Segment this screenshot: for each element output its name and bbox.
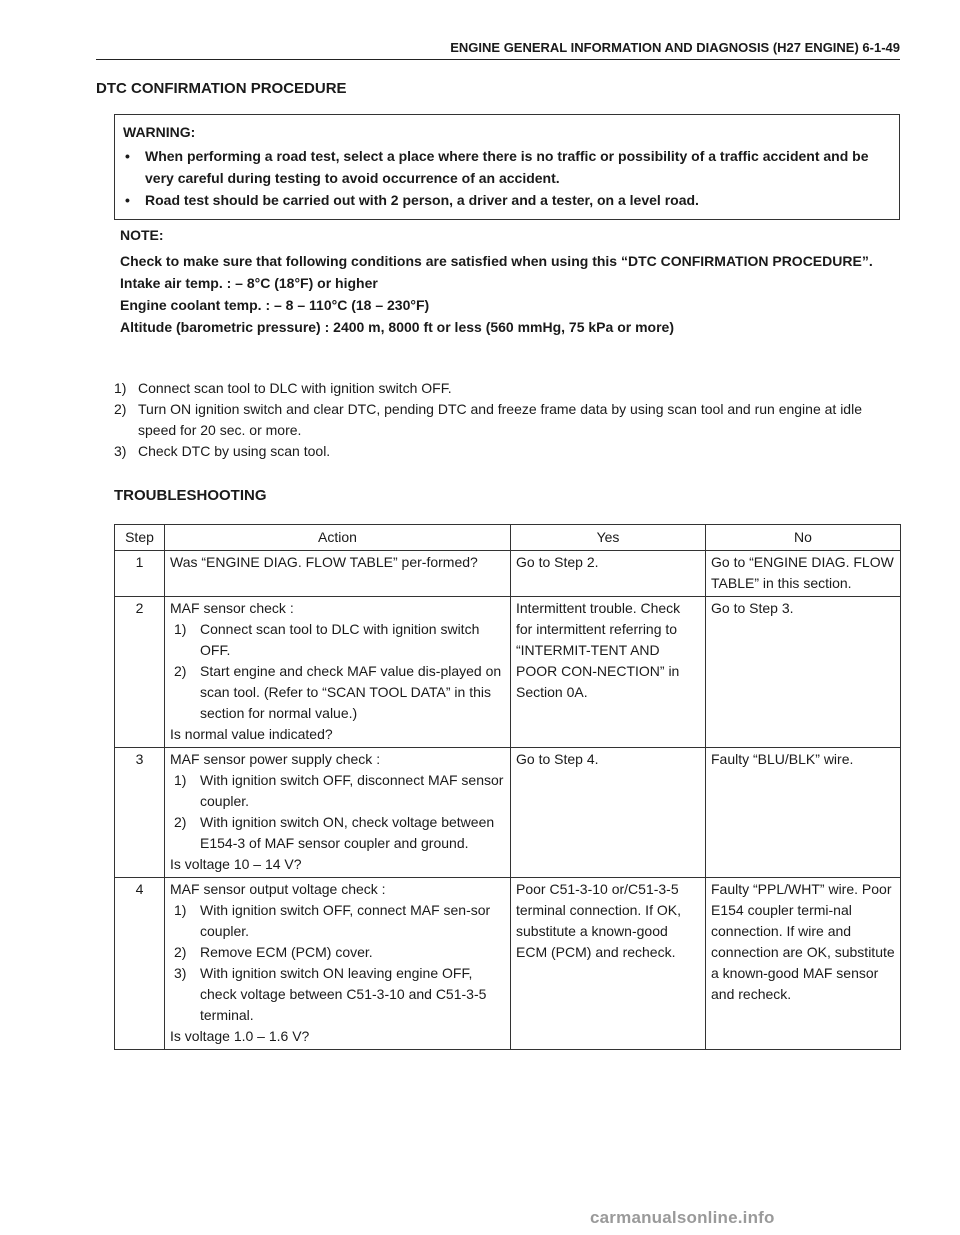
substep-text: Connect scan tool to DLC with ignition switch OFF. [200,621,480,658]
page-header: ENGINE GENERAL INFORMATION AND DIAGNOSIS (H27 ENGINE) 6-1-49 [96,40,900,60]
procedure-list [114,378,900,462]
note-line: Altitude (barometric pressure) : 2400 m, 8000 ft or less (560 mmHg, 75 kPa or more) [120,319,674,335]
no-cell: Go to “ENGINE DIAG. FLOW TABLE” in this section. [706,551,901,597]
note-line: Intake air temp. : – 8°C (18°F) or higher [120,275,378,291]
substep-text: With ignition switch OFF, disconnect MAF sensor coupler. [200,772,504,809]
note-block [120,224,892,338]
action-title: MAF sensor output voltage check : [170,881,386,897]
action-title: MAF sensor check : [170,600,294,616]
header-yes: Yes [511,525,706,551]
yes-cell: Go to Step 4. [511,748,706,878]
action-substep [170,942,505,963]
warning-bullet [123,189,891,211]
procedure-text: Connect scan tool to DLC with ignition switch OFF. [138,380,452,396]
action-title: MAF sensor power supply check : [170,751,381,767]
action-cell [165,597,511,748]
step-cell: 3 [115,748,165,878]
substep-num: 2) [174,814,187,830]
substep-num: 3) [174,965,187,981]
action-question: Is voltage 10 – 14 V? [170,856,302,872]
header-no: No [706,525,901,551]
yes-cell: Intermittent trouble. Check for intermittent referring to “INTERMIT-TENT AND POOR CON-NECTION” in Section 0A. [511,597,706,748]
action-cell [165,878,511,1050]
procedure-num: 1) [114,380,127,396]
substep-text: With ignition switch OFF, connect MAF sen-sor coupler. [200,902,491,939]
substep-text: With ignition switch ON, check voltage between E154-3 of MAF sensor coupler and ground. [200,814,495,851]
action-question: Is voltage 1.0 – 1.6 V? [170,1028,310,1044]
substep-num: 2) [174,663,187,679]
action-cell [165,748,511,878]
step-cell: 1 [115,551,165,597]
bullet-icon: • [125,192,130,208]
section-title: DTC CONFIRMATION PROCEDURE [96,80,347,97]
table-row [115,597,901,748]
action-title: Was “ENGINE DIAG. FLOW TABLE” per-formed? [170,554,478,570]
no-cell: Go to Step 3. [706,597,901,748]
procedure-num: 2) [114,401,127,417]
step-cell: 4 [115,878,165,1050]
troubleshooting-title: TROUBLESHOOTING [114,487,267,504]
substep-num: 1) [174,902,187,918]
procedure-item [114,441,900,462]
watermark-link[interactable]: carmanualsonline.info [590,1208,775,1227]
substep-num: 1) [174,772,187,788]
procedure-item [114,378,900,399]
note-intro: Check to make sure that following conditions are satisfied when using this “DTC CONFIRMATION PROCEDURE”. [120,253,873,269]
warning-bullet-text: When performing a road test, select a place where there is no traffic or possibility of a traffic accident and be very careful during testing to avoid occurrence of an accident. [145,148,869,186]
yes-cell: Poor C51-3-10 or/C51-3-5 terminal connection. If OK, substitute a known-good ECM (PCM) and recheck. [511,878,706,1050]
action-substep [170,900,505,942]
action-substep [170,963,505,1026]
yes-cell: Go to Step 2. [511,551,706,597]
substep-num: 1) [174,621,187,637]
action-substep [170,619,505,661]
warning-box [114,114,900,220]
no-cell: Faulty “PPL/WHT” wire. Poor E154 coupler termi-nal connection. If wire and connection are OK, substitute a known-good MAF sensor and recheck. [706,878,901,1050]
warning-bullet [123,145,891,189]
note-line: Engine coolant temp. : – 8 – 110°C (18 – 230°F) [120,297,430,313]
troubleshooting-table [114,524,901,1050]
substep-text: Remove ECM (PCM) cover. [200,944,373,960]
table-row [115,878,901,1050]
table-row [115,551,901,597]
procedure-item [114,399,900,441]
action-question: Is normal value indicated? [170,726,333,742]
procedure-num: 3) [114,443,127,459]
warning-title: WARNING: [123,124,196,140]
no-cell: Faulty “BLU/BLK” wire. [706,748,901,878]
substep-text: Start engine and check MAF value dis-played on scan tool. (Refer to “SCAN TOOL DATA” in this section for normal value.) [200,663,502,721]
action-cell [165,551,511,597]
substep-text: With ignition switch ON leaving engine OFF, check voltage between C51-3-10 and C51-3-5 terminal. [200,965,487,1023]
action-substep [170,770,505,812]
table-row [115,748,901,878]
procedure-text: Turn ON ignition switch and clear DTC, pending DTC and freeze frame data by using scan tool and run engine at idle speed for 20 sec. or more. [138,401,862,438]
header-action: Action [165,525,511,551]
action-substep [170,812,505,854]
bullet-icon: • [125,148,130,164]
procedure-text: Check DTC by using scan tool. [138,443,331,459]
warning-bullet-text: Road test should be carried out with 2 person, a driver and a tester, on a level road. [145,192,699,208]
note-title: NOTE: [120,227,164,243]
header-step: Step [115,525,165,551]
substep-num: 2) [174,944,187,960]
action-substep [170,661,505,724]
table-header-row [115,525,901,551]
step-cell: 2 [115,597,165,748]
